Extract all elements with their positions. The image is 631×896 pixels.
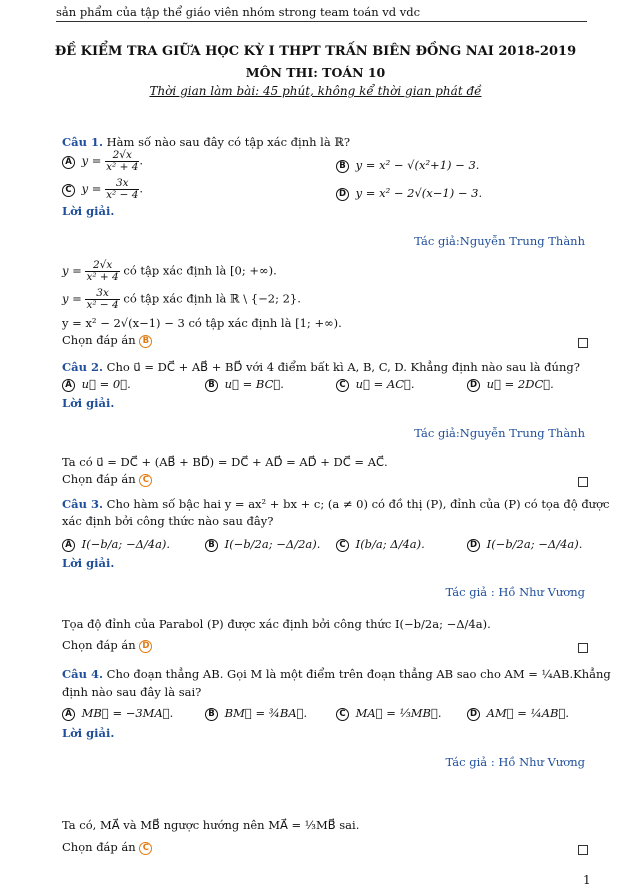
fraction: $\frac{2√x}{\text{x² + 4}}$: [86, 259, 119, 283]
exam-subject: MÔN THI: TOÁN 10: [245, 65, 386, 80]
solution-label: Lời giải.: [62, 556, 115, 570]
qed-box: [578, 338, 588, 348]
question-label: Câu 1.: [62, 135, 103, 149]
solution-label: Lời giải.: [62, 726, 115, 740]
q2-option-d[interactable]: D u⃗ = 2DC⃗.: [467, 377, 554, 392]
q1-option-b[interactable]: B y = x² − √(x²+1) − 3.: [336, 158, 479, 173]
solution-line-1: Ta có u⃗ = DC⃗ + (AB⃗ + BD⃗) = DC⃗ + AD⃗ = AD⃗ + DC⃗ = AC⃗.: [62, 455, 388, 469]
question-label: Câu 3.: [62, 497, 103, 511]
solution-label: Lời giải.: [62, 204, 115, 218]
solution-line-1: y = $\frac{2√x}{\text{x² + 4}}$ có tập xác định là [0; +∞).: [62, 259, 277, 283]
solution-label: Lời giải.: [62, 396, 115, 410]
q2-option-c[interactable]: C u⃗ = AC⃗.: [336, 377, 415, 392]
q4-option-c[interactable]: C MA⃗ = ⅓MB⃗.: [336, 706, 442, 721]
fraction: $\frac{3x}{\text{x² − 4}}$: [106, 177, 139, 201]
answer-line: Chọn đáp án B: [62, 333, 155, 348]
answer-letter: C: [139, 474, 152, 487]
option-letter: C: [62, 184, 75, 197]
q4-option-a[interactable]: A MB⃗ = −3MA⃗.: [62, 706, 173, 721]
solution-line-3: y = x² − 2√(x−1) − 3 có tập xác định là [1; +∞).: [62, 316, 342, 330]
option-letter: B: [205, 539, 218, 552]
q1-option-c[interactable]: C y = $\frac{3x}{\text{x² − 4}}$ .: [62, 178, 143, 201]
question-4: [62, 667, 611, 681]
q3-option-a[interactable]: A I(−b/a; −Δ/4a).: [62, 537, 170, 552]
answer-line: Chọn đáp án C: [62, 472, 155, 487]
question-3: [62, 497, 609, 511]
solution-line-1: Ta có, MA⃗ và MB⃗ ngược hướng nên MA⃗ = ⅓MB⃗ sai.: [62, 818, 360, 832]
question-2: [62, 360, 580, 374]
author: Tác giả : Hồ Như Vương: [445, 755, 585, 769]
exam-duration: Thời gian làm bài: 45 phút, không kể thời gian phát đề: [149, 84, 482, 98]
q2-option-b[interactable]: B u⃗ = BC⃗.: [205, 377, 284, 392]
option-letter: D: [336, 188, 349, 201]
solution-line-2: y = $\frac{3x}{\text{x² − 4}}$ có tập xác định là ℝ \ {−2; 2}.: [62, 287, 301, 311]
header-rule: [56, 21, 587, 22]
q2-option-a[interactable]: A u⃗ = 0⃗.: [62, 377, 131, 392]
qed-box: [578, 477, 588, 487]
option-letter: A: [62, 379, 75, 392]
answer-letter: B: [139, 335, 152, 348]
option-letter: A: [62, 539, 75, 552]
q4-option-d[interactable]: D AM⃗ = ¼AB⃗.: [467, 706, 569, 721]
question-text: Cho u⃗ = DC⃗ + AB⃗ + BD⃗ với 4 điểm bất kì A, B, C, D. Khẳng định nào sau là đúng?: [106, 360, 580, 374]
option-letter: C: [336, 539, 349, 552]
page-number: 1: [583, 873, 591, 887]
exam-title: ĐỀ KIỂM TRA GIỮA HỌC KỲ I THPT TRẤN BIÊN ĐỒNG NAI 2018-2019: [54, 44, 577, 59]
q1-option-d[interactable]: D y = x² − 2√(x−1) − 3.: [336, 186, 482, 201]
question-1: [62, 135, 350, 149]
q3-option-c[interactable]: C I(b/a; Δ/4a).: [336, 537, 425, 552]
option-letter: D: [467, 708, 480, 721]
author: Tác giả:Nguyễn Trung Thành: [414, 426, 585, 440]
q3-option-d[interactable]: D I(−b/2a; −Δ/4a).: [467, 537, 582, 552]
fraction: $\frac{3x}{\text{x² − 4}}$: [86, 287, 119, 311]
option-letter: A: [62, 708, 75, 721]
option-letter: B: [336, 160, 349, 173]
option-letter: D: [467, 539, 480, 552]
answer-line: Chọn đáp án D: [62, 638, 155, 653]
qed-box: [578, 643, 588, 653]
option-letter: A: [62, 156, 75, 169]
question-label: Câu 4.: [62, 667, 103, 681]
option-letter: B: [205, 379, 218, 392]
option-letter: B: [205, 708, 218, 721]
question-text: Hàm số nào sau đây có tập xác định là ℝ?: [106, 135, 351, 149]
question-text: Cho đoạn thẳng AB. Gọi M là một điểm trên đoạn thẳng AB sao cho AM = ¼AB.Khẳng: [106, 667, 611, 681]
answer-letter: D: [139, 640, 152, 653]
solution-line-1: Tọa độ đỉnh của Parabol (P) được xác định bởi công thức I(−b/2a; −Δ/4a).: [62, 617, 491, 631]
page-header: sản phẩm của tập thể giáo viên nhóm strong team toán vd vdc: [56, 5, 421, 19]
answer-letter: C: [139, 842, 152, 855]
q3-option-b[interactable]: B I(−b/2a; −Δ/2a).: [205, 537, 320, 552]
question-text: Cho hàm số bậc hai y = ax² + bx + c; (a ≠ 0) có đồ thị (P), đỉnh của (P) có tọa độ được: [106, 497, 610, 511]
question-label: Câu 2.: [62, 360, 103, 374]
option-letter: D: [467, 379, 480, 392]
author: Tác giả:Nguyễn Trung Thành: [414, 234, 585, 248]
author: Tác giả : Hồ Như Vương: [445, 585, 585, 599]
q1-option-a[interactable]: A y = $\frac{2√x}{\text{x² + 4}}$ .: [62, 150, 143, 173]
option-letter: C: [336, 708, 349, 721]
question-text-cont: xác định bởi công thức nào sau đây?: [62, 514, 274, 528]
q4-option-b[interactable]: B BM⃗ = ¾BA⃗.: [205, 706, 307, 721]
qed-box: [578, 845, 588, 855]
option-letter: C: [336, 379, 349, 392]
fraction: $\frac{2√x}{\text{x² + 4}}$: [106, 149, 139, 173]
answer-line: Chọn đáp án C: [62, 840, 155, 855]
question-text-cont: định nào sau đây là sai?: [62, 685, 202, 699]
